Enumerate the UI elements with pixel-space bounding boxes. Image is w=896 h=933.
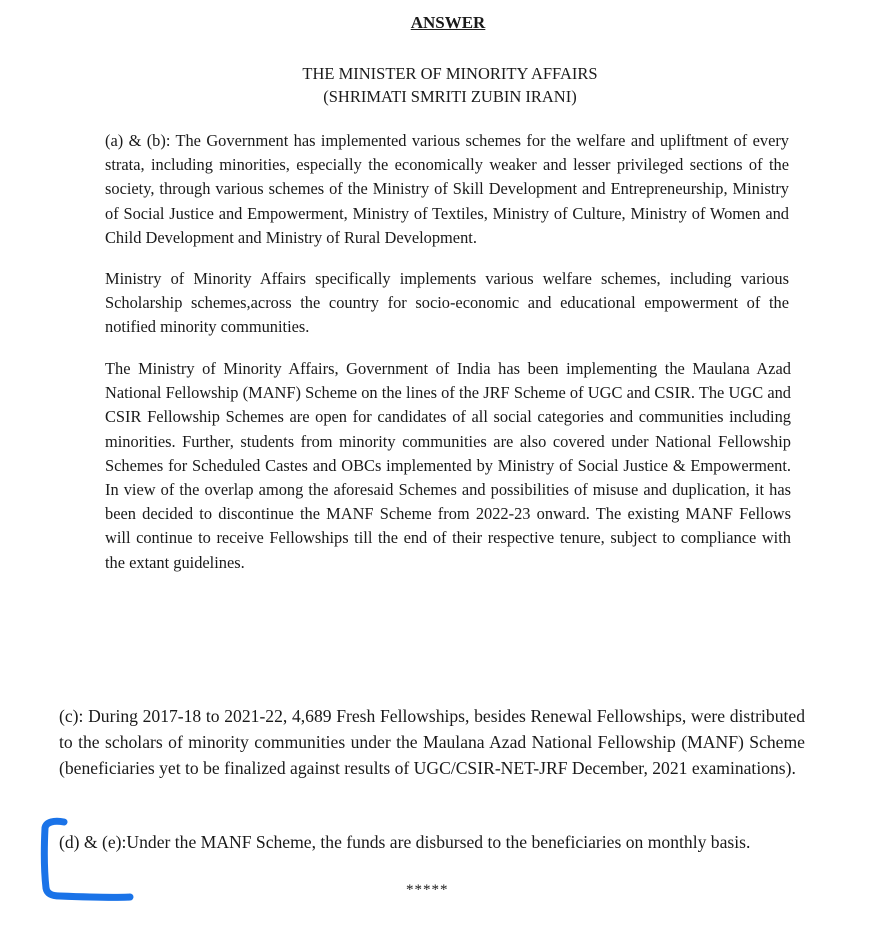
minister-block (0, 62, 896, 108)
paragraph-a-b: (a) & (b): The Government has implemented various schemes for the welfare and upliftment of every strata, including minorities, especially the economically weaker and lesser privileged sections of the society, through various schemes of the Ministry of Skill Development and Entrepreneurship, Ministry of Social Justice and Empowerment, Ministry of Textiles, Ministry of Culture, Ministry of Women and Child Development and Ministry of Rural Development. (105, 131, 789, 247)
paragraph-c: (c): During 2017-18 to 2021-22, 4,689 Fresh Fellowships, besides Renewal Fellowships, were distributed to the scholars of minority communities under the Maulana Azad National Fellowship (MANF) Scheme (beneficiaries yet to be finalized against results of UGC/CSIR-NET-JRF December, 2021 examinations). (59, 706, 805, 778)
paragraph-manf: The Ministry of Minority Affairs, Government of India has been implementing the Maulana Azad National Fellowship (MANF) Scheme on the lines of the JRF Scheme of UGC and CSIR. The UGC and CSIR Fellowship Schemes are open for candidates of all social categories and communities including minorities. Further, students from minority communities are also covered under National Fellowship Schemes for Scheduled Castes and OBCs implemented by Ministry of Social Justice & Empowerment. In view of the overlap among the aforesaid Schemes and possibilities of misuse and duplication, it has been decided to discontinue the MANF Scheme from 2022-23 onward. The existing MANF Fellows will continue to receive Fellowships till the end of their respective tenure, subject to compliance with the extant guidelines. (105, 359, 791, 572)
paragraph-minority-affairs: Ministry of Minority Affairs specifically implements various welfare schemes, including various Scholarship schemes,across the country for socio-economic and educational empowerment of the notified minority communities. (105, 269, 789, 337)
minister-title: THE MINISTER OF MINORITY AFFAIRS (302, 64, 598, 83)
paragraph-d-e: (d) & (e):Under the MANF Scheme, the funds are disbursed to the beneficiaries on monthly basis. (59, 832, 751, 852)
end-mark: ***** (406, 882, 449, 898)
answer-heading: ANSWER (410, 13, 486, 32)
blue-bracket-annotation (30, 808, 140, 908)
minister-name: (SHRIMATI SMRITI ZUBIN IRANI) (323, 87, 577, 106)
